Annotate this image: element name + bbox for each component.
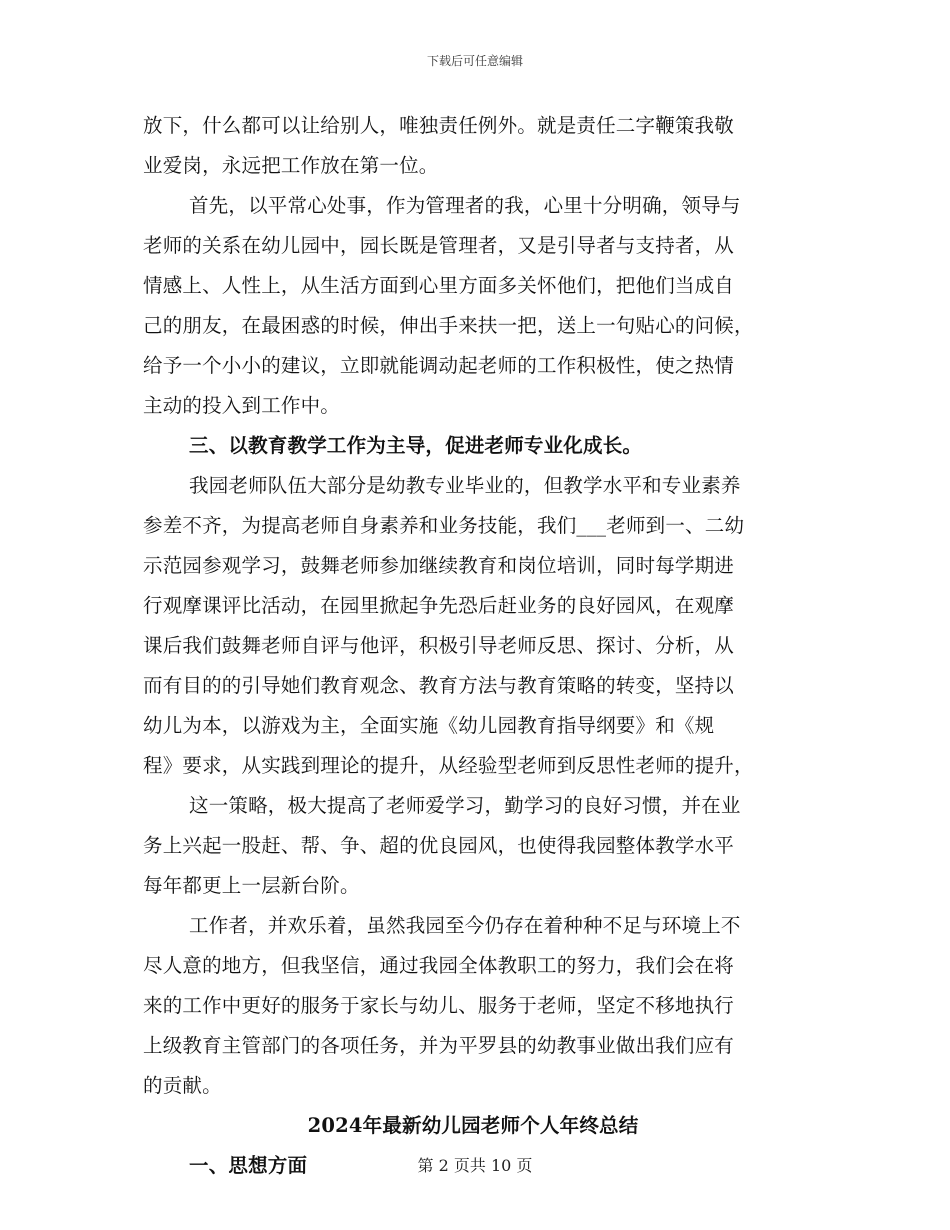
text-line: 程》要求，从实践到理论的提升，从经验型老师到反思性老师的提升， <box>143 754 754 777</box>
text-line: 情感上、人性上，从生活方面到心里方面多关怀他们，把他们当成自 <box>143 274 735 297</box>
text-line: 参差不齐，为提高老师自身素养和业务技能，我们___老师到一、二幼 <box>143 514 745 537</box>
text-line: 上级教育主管部门的各项任务，并为平罗县的幼教事业做出我们应有 <box>143 1034 735 1057</box>
text-line: 而有目的的引导她们教育观念、教育方法与教育策略的转变，坚持以 <box>143 674 735 697</box>
document-title: 2024年最新幼儿园老师个人年终总结 <box>307 1114 639 1137</box>
text-line: 每年都更上一层新台阶。 <box>143 874 360 897</box>
page-footer: 第 2 页共 10 页 <box>417 1156 533 1175</box>
text-line: 主动的投入到工作中。 <box>143 394 341 417</box>
text-line: 首先，以平常心处事，作为管理者的我，心里十分明确，领导与 <box>189 194 741 217</box>
document-body <box>143 106 803 1186</box>
text-line: 课后我们鼓舞老师自评与他评，积极引导老师反思、探讨、分析，从 <box>143 634 735 657</box>
section-heading: 三、以教育教学工作为主导，促进老师专业化成长。 <box>189 434 643 457</box>
text-line: 来的工作中更好的服务于家长与幼儿、服务于老师，坚定不移地执行 <box>143 994 735 1017</box>
text-line: 己的朋友，在最困惑的时候，伸出手来扶一把，送上一句贴心的问候， <box>143 314 754 337</box>
text-line: 给予一个小小的建议，立即就能调动起老师的工作积极性，使之热情 <box>143 354 735 377</box>
text-line: 老师的关系在幼儿园中，园长既是管理者，又是引导者与支持者，从 <box>143 234 735 257</box>
text-line: 这一策略，极大提高了老师爱学习，勤学习的良好习惯，并在业 <box>189 794 741 817</box>
text-line: 尽人意的地方，但我坚信，通过我园全体教职工的努力，我们会在将 <box>143 954 735 977</box>
page-header: 下载后可任意编辑 <box>426 54 523 68</box>
text-line: 幼儿为本，以游戏为主，全面实施《幼儿园教育指导纲要》和《规 <box>143 714 715 737</box>
text-line: 业爱岗，永远把工作放在第一位。 <box>143 154 439 177</box>
text-line: 行观摩课评比活动，在园里掀起争先恐后赶业务的良好园风，在观摩 <box>143 594 735 617</box>
text-line: 务上兴起一股赶、帮、争、超的优良园风，也使得我园整体教学水平 <box>143 834 735 857</box>
text-line: 我园老师队伍大部分是幼教专业毕业的，但教学水平和专业素养 <box>189 474 741 497</box>
text-line: 的贡献。 <box>143 1074 222 1097</box>
text-line: 示范园参观学习，鼓舞老师参加继续教育和岗位培训，同时每学期进 <box>143 554 735 577</box>
section-heading: 一、思想方面 <box>189 1154 308 1177</box>
text-line: 工作者，并欢乐着，虽然我园至今仍存在着种种不足与环境上不 <box>189 914 741 937</box>
text-line: 放下，什么都可以让给别人，唯独责任例外。就是责任二字鞭策我敬 <box>143 114 735 137</box>
